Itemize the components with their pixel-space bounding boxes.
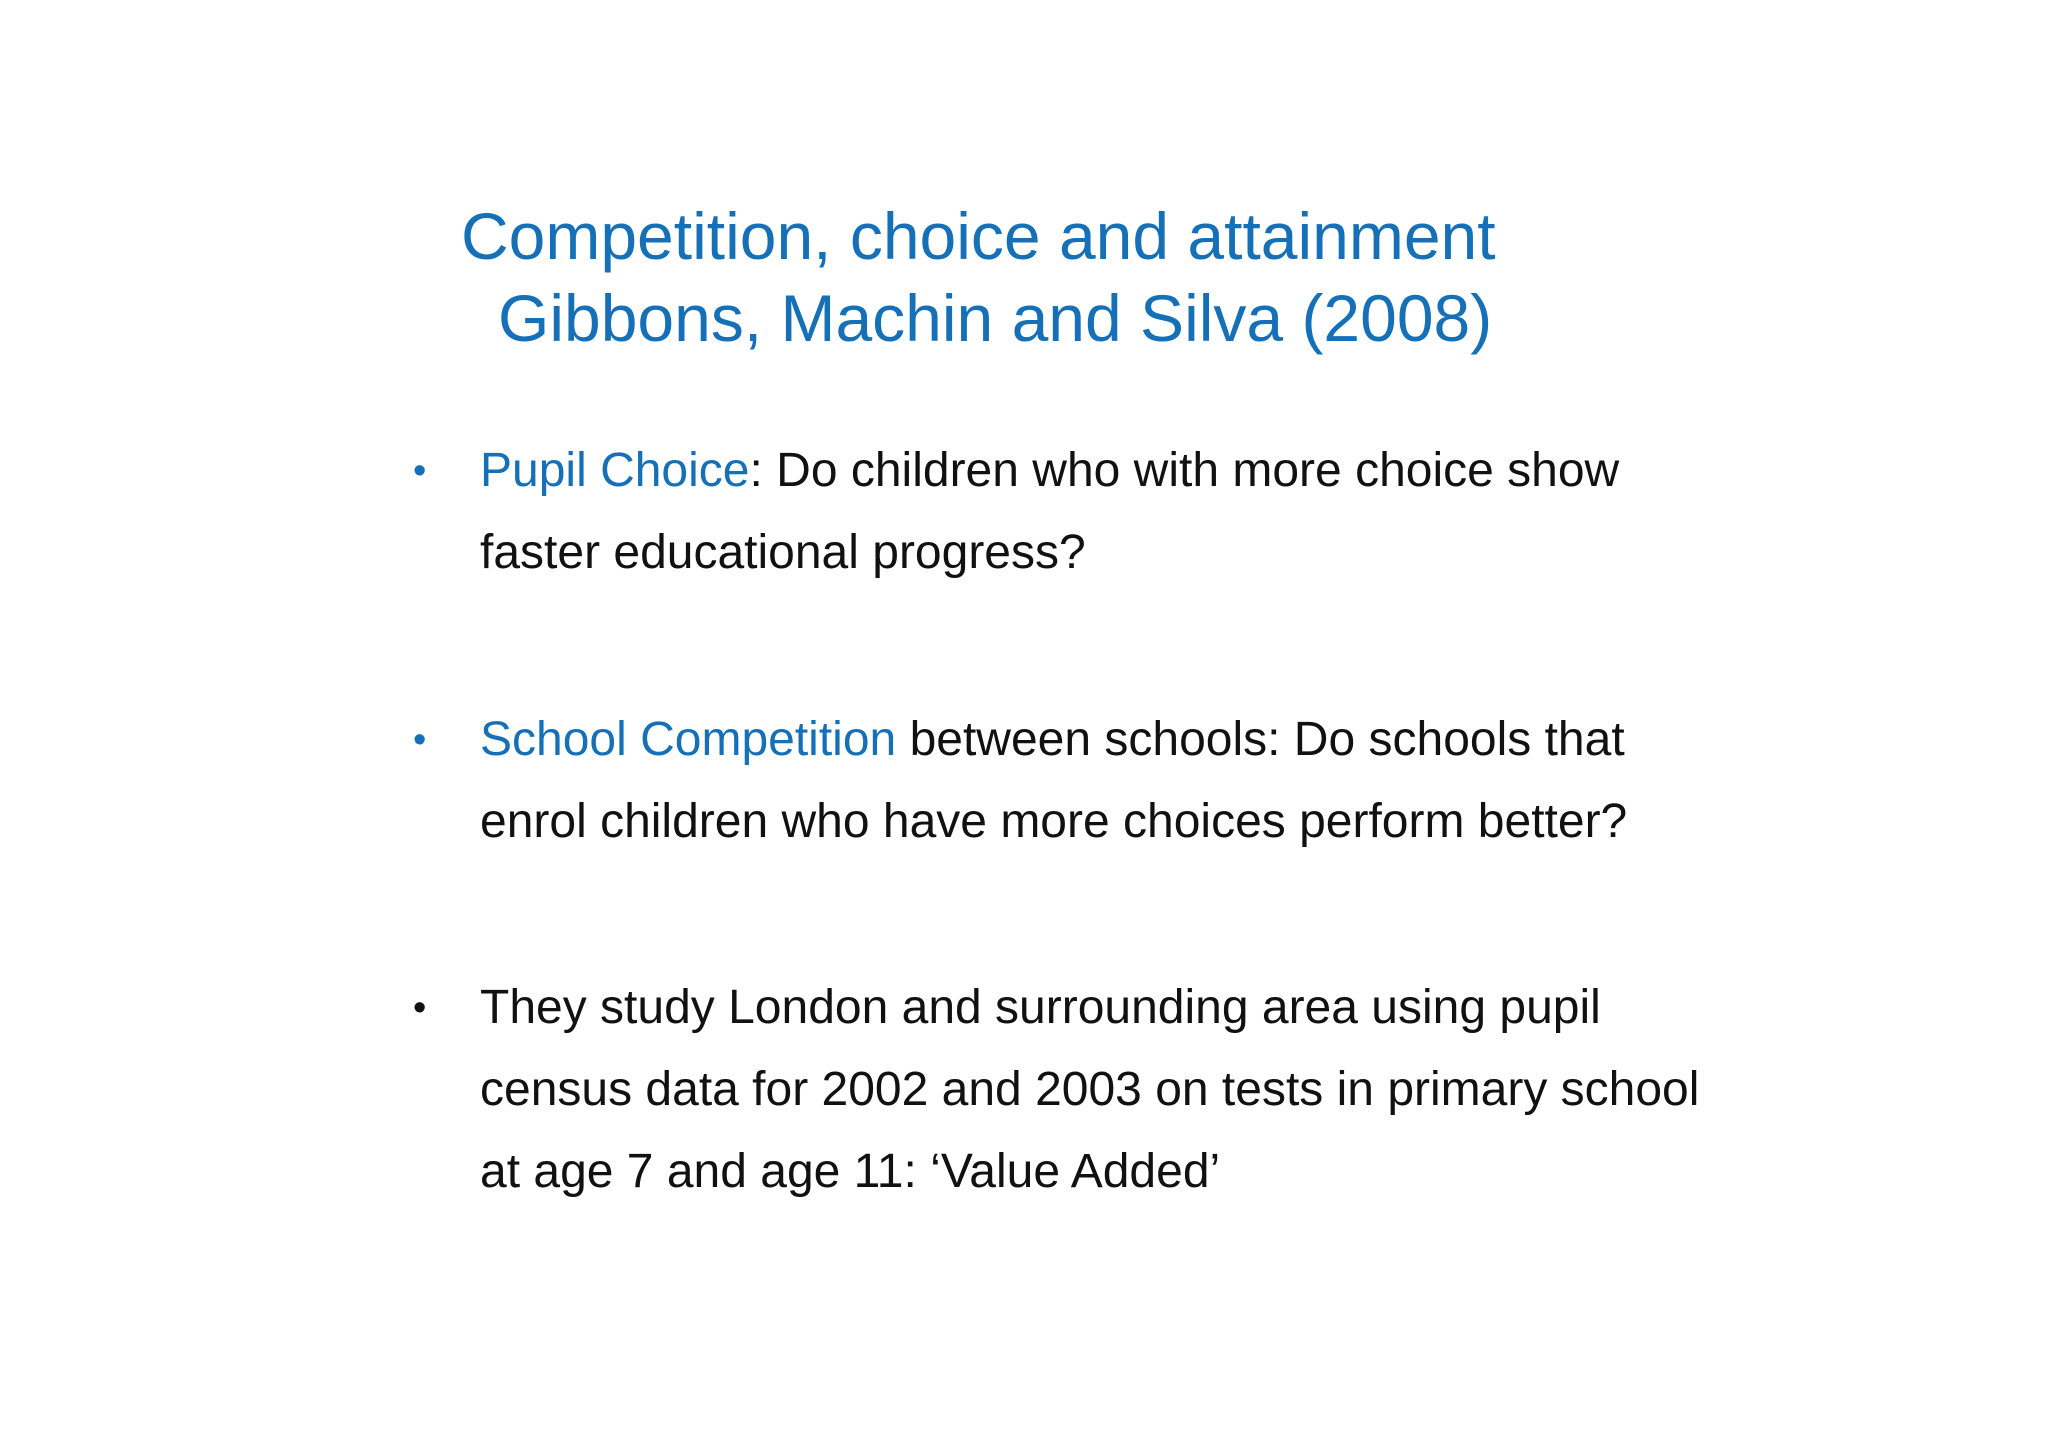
- bullet-body: They study London and surrounding area using pupil census data for 2002 and 2003 on tests in primary school at age 7 and age 11: ‘Value Added’: [480, 981, 1700, 1198]
- title-line-1: Competition, choice and attainment: [461, 199, 1496, 273]
- bullet-icon: •: [413, 450, 427, 492]
- bullet-icon: •: [413, 719, 427, 761]
- bullet-text: [480, 430, 1740, 594]
- bullet-text: [480, 699, 1740, 863]
- bullet-highlight: School Competition: [480, 713, 897, 766]
- bullet-icon: •: [413, 987, 427, 1029]
- bullet-highlight: Pupil Choice: [480, 444, 750, 497]
- bullet-body: : Do children who with more choice show faster educational progress?: [480, 444, 1620, 579]
- bullet-text: [480, 967, 1740, 1213]
- title-line-2: Gibbons, Machin and Silva (2008): [498, 281, 1493, 355]
- bullet-body: between schools: Do schools that enrol children who have more choices perform better?: [480, 713, 1628, 848]
